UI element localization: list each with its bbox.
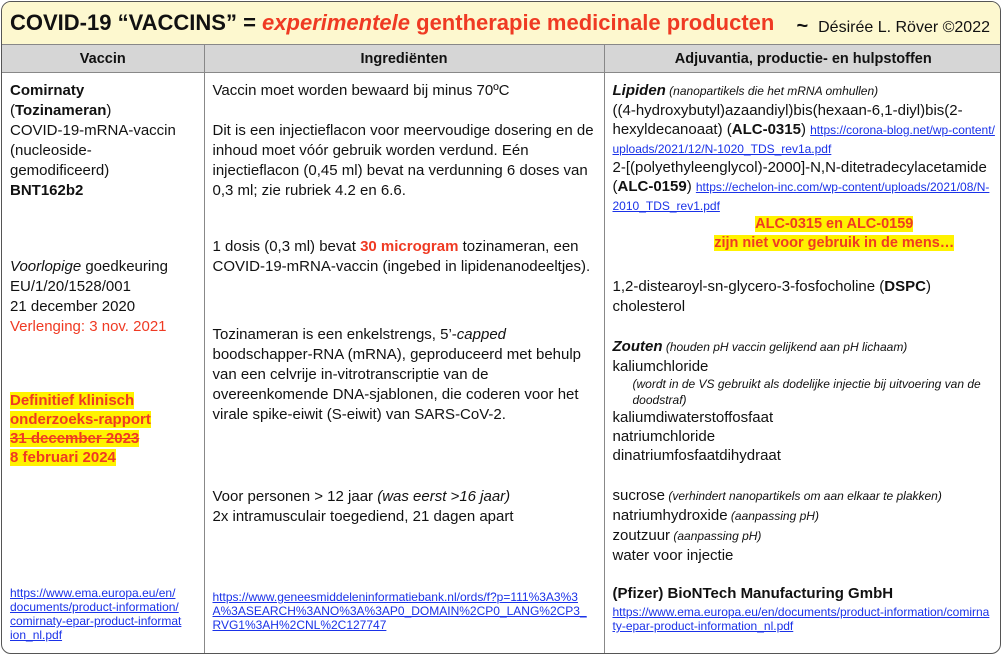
alc0159-close: ) xyxy=(686,178,696,195)
report-line2: onderzoeks-rapport xyxy=(10,411,151,428)
adjuvantia-cell xyxy=(604,73,1001,655)
admin-text: 2x intramusculair toegediend, 21 dagen apart xyxy=(212,508,514,525)
ingredienten-cell xyxy=(204,73,604,655)
header-ingredienten: Ingrediënten xyxy=(204,45,604,73)
dspc-block xyxy=(613,277,997,317)
alc0159-code: ALC-0159 xyxy=(617,178,687,195)
title-part1: COVID-19 “VACCINS” = xyxy=(10,10,263,35)
lipids-title: Lipiden xyxy=(612,82,666,99)
desc-c: boodschapper-RNA (mRNA), geproduceerd met behulp van een celvrije in-vitrotranscriptie van de overeenkomende DNA-sjablonen, die coderen voor het virale spike-eiwit (S-eiwit) van SARS-CoV-2. xyxy=(212,346,582,423)
approval-date: 21 december 2020 xyxy=(10,298,136,315)
dose-amount: 30 microgram xyxy=(360,238,459,255)
vaccine-desc1: COVID-19-mRNA-vaccin xyxy=(10,122,176,139)
document-frame xyxy=(1,1,1001,654)
paren-close: ) xyxy=(106,102,112,119)
author: Désirée L. Röver ©2022 xyxy=(818,19,990,36)
dose-text xyxy=(213,237,598,277)
ema-link-adjuvantia[interactable]: https://www.ema.europa.eu/en/documents/product-information/comirnaty-epar-product-information_nl.pdf xyxy=(612,605,990,633)
alc0315-name: ((4-hydroxybutyl)azaandiyl)bis(hexaan-6,1-diyl)bis(2-hexyldecanoaat) ( xyxy=(612,102,963,138)
naoh: natriumhydroxide xyxy=(612,507,728,524)
dose-a: 1 dosis (0,3 ml) bevat xyxy=(212,238,361,255)
manufacturer: (Pfizer) BioNTech Manufacturing GmbH xyxy=(612,585,894,602)
approval-rest: goedkeuring xyxy=(81,258,168,275)
alc0315-line xyxy=(613,101,997,158)
header-vaccin: Vaccin xyxy=(2,45,204,73)
tilde: ~ xyxy=(796,15,809,37)
title-part2: experimentele xyxy=(262,10,411,35)
water: water voor injectie xyxy=(612,547,734,564)
alc0159-link[interactable]: https://echelon-inc.com/wp-content/uploads/2021/08/N-2010_TDS_rev1.pdf xyxy=(612,180,990,213)
header-adjuvantia: Adjuvantia, productie- en hulpstoffen xyxy=(604,45,1001,73)
salts-title: Zouten xyxy=(612,338,663,355)
vaccin-cell xyxy=(2,73,204,655)
tozinameran-desc xyxy=(213,325,598,425)
warning-line2: zijn niet voor gebruik in de mens… xyxy=(714,235,955,251)
page-title xyxy=(10,10,774,36)
sucrose-note: (verhindert nanopartikels om aan elkaar te plakken) xyxy=(665,489,942,503)
warning-line1: ALC-0315 en ALC-0159 xyxy=(755,216,914,232)
lipids-note: (nanopartikels die het mRNA omhullen) xyxy=(665,84,879,98)
table-header-row xyxy=(2,45,1001,73)
dspc-close: ) xyxy=(925,278,931,295)
salt-2: kaliumdiwaterstoffosfaat xyxy=(612,409,774,426)
paren-open: ( xyxy=(10,102,15,119)
vaccine-desc3: gemodificeerd) xyxy=(10,162,110,179)
vaccine-code: BNT162b2 xyxy=(10,182,84,199)
persons-a: Voor personen > 12 jaar xyxy=(212,488,378,505)
desc-capped: capped xyxy=(456,326,507,343)
vaccine-identity xyxy=(10,81,198,201)
generic-line xyxy=(10,101,198,121)
kcl-note: (wordt in de VS gebruikt als dodelijke injectie bij uitvoering van de doodstraf) xyxy=(632,377,981,407)
other-block xyxy=(613,486,997,565)
approval-block xyxy=(10,257,198,337)
ema-link-vaccin[interactable]: https://www.ema.europa.eu/en/documents/product-information/comirnaty-epar-product-information_nl.pdf xyxy=(10,586,182,642)
vaccine-table xyxy=(2,45,1001,654)
generic-name: Tozinameran xyxy=(15,102,107,119)
alc0315-close: ) xyxy=(800,121,811,138)
salt-3: natriumchloride xyxy=(612,428,716,445)
salt-kcl: kaliumchloride xyxy=(612,358,709,375)
cholesterol: cholesterol xyxy=(612,298,686,315)
report-new-date: 8 februari 2024 xyxy=(10,449,116,466)
vaccine-name: Comirnaty xyxy=(10,82,85,99)
approval-italic: Voorlopige xyxy=(10,258,82,275)
report-line1: Definitief klinisch xyxy=(10,392,135,409)
warning-block xyxy=(613,215,997,253)
hcl: zoutzuur xyxy=(612,527,671,544)
vial-text: Dit is een injectieflacon voor meervoudige dosering en de inhoud moet vóór gebruik worden verdund. Eén injectieflacon (0,45 ml) bevat na verdunning 6 doses van 0,3 ml; zie rubriek 4.2 en 6.6. xyxy=(212,122,594,199)
salts-block xyxy=(613,337,997,465)
alc0159-line xyxy=(613,158,997,215)
sucrose: sucrose xyxy=(612,487,666,504)
table-row xyxy=(2,73,1001,655)
alc0315-code: ALC-0315 xyxy=(731,121,801,138)
dspc-code: DSPC xyxy=(884,278,926,295)
salt-4: dinatriumfosfaatdihydraat xyxy=(612,447,781,464)
persons-b: (was eerst >16 jaar) xyxy=(377,488,511,505)
extension-date: Verlenging: 3 nov. 2021 xyxy=(10,318,167,335)
report-old-date: 31 december 2023 xyxy=(10,430,140,447)
naoh-note: (aanpassing pH) xyxy=(727,509,819,523)
salts-note: (houden pH vaccin gelijkend aan pH lichaam) xyxy=(662,340,908,354)
vaccine-desc2: (nucleoside- xyxy=(10,142,92,159)
alc0159-name: 2-[(polyethyleenglycol)-2000]-N,N-ditetradecylacetamide ( xyxy=(612,159,987,195)
dose-c: tozinameran, een COVID-19-mRNA-vaccin (ingebed in lipidenanodeeltjes). xyxy=(212,238,591,275)
report-block xyxy=(10,391,198,467)
author-line xyxy=(796,15,990,38)
desc-a: Tozinameran is een enkelstrengs, 5’- xyxy=(212,326,457,343)
lipids-block xyxy=(613,81,997,253)
title-part3: gentherapie medicinale producten xyxy=(410,10,775,35)
dspc-name: 1,2-distearoyl-sn-glycero-3-fosfocholine ( xyxy=(612,278,885,295)
alc0315-link[interactable]: https://corona-blog.net/wp-content/uploads/2021/12/N-1020_TDS_rev1a.pdf xyxy=(612,123,995,156)
storage-text: Vaccin moet worden bewaard bij minus 70ºC xyxy=(212,82,510,99)
eu-number: EU/1/20/1528/001 xyxy=(10,278,131,295)
hcl-note: (aanpassing pH) xyxy=(670,529,762,543)
title-bar xyxy=(2,2,1000,45)
cbg-link[interactable]: https://www.geneesmiddeleninformatiebank.nl/ords/f?p=111%3A3%3A%3ASEARCH%3ANO%3A%3AP0_DOMAIN%2CP0_LANG%2CP3_RVG1%3AH%2CNL%2C127747 xyxy=(212,590,587,632)
persons-text xyxy=(213,487,598,507)
